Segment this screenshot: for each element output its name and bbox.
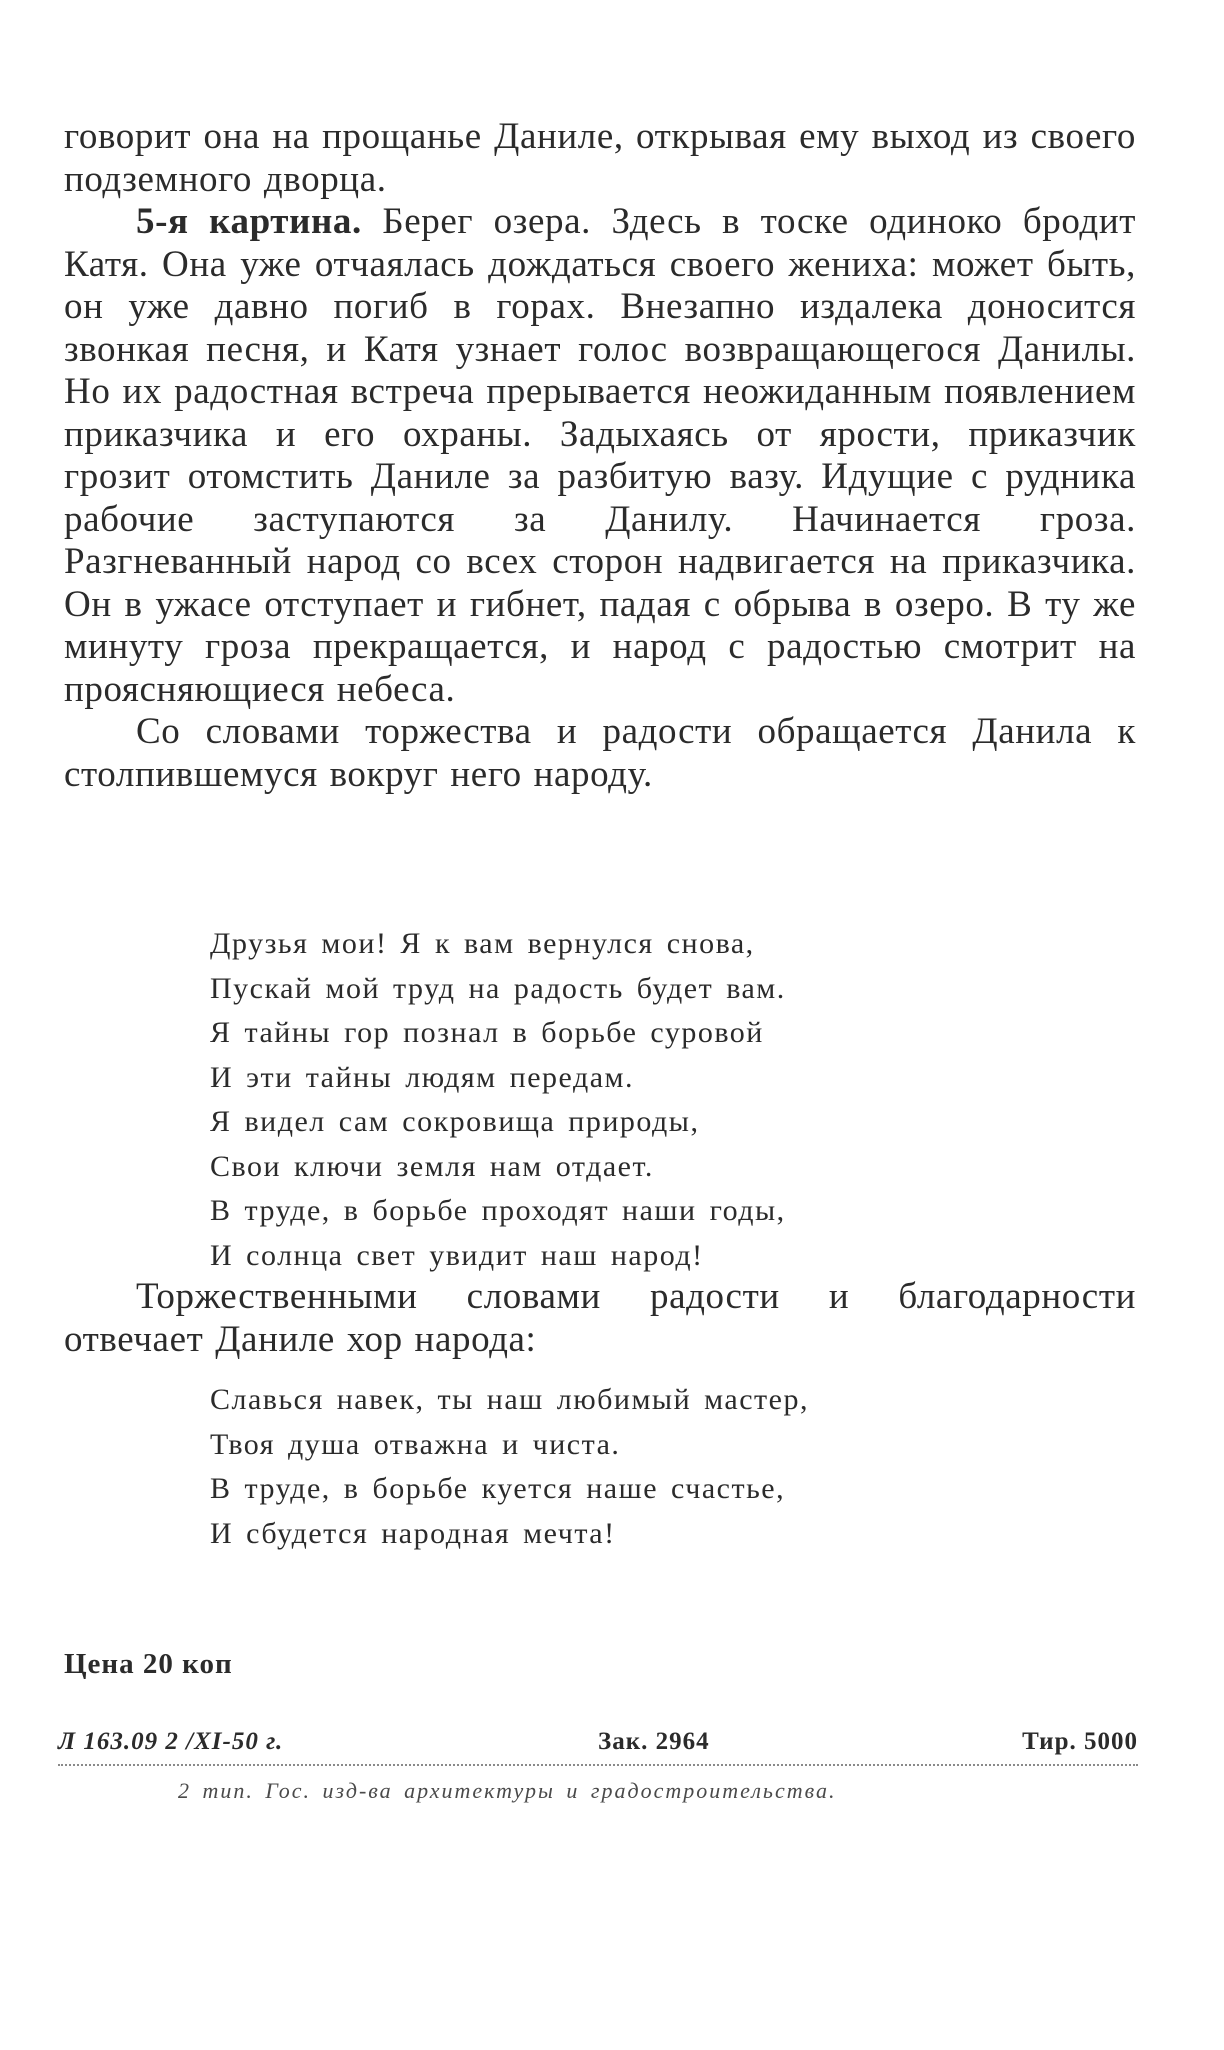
paragraph-3: Со словами торжества и радости обращается Данила к столпившемуся вокруг него народу. [64, 711, 1136, 795]
verse-line: Свои ключи земля нам отдает. [210, 1149, 654, 1183]
main-text-middle [64, 1276, 1136, 1361]
verse-line: В труде, в борьбе проходят наши годы, [210, 1194, 786, 1227]
scene-description: Берег озера. Здесь в тоске одиноко бродит Катя. Она уже отчаялась дождаться своего жениха: может быть, он уже давно погиб в горах. Внезапно издалека доносится звонкая песня, и Катя узнает голос возвращающегося Данилы. Но их радостная встреча прерывается неожиданным появлением приказчика и его охраны. Задыхаясь от ярости, приказчик грозит отомстить Даниле за разбитую вазу. Идущие с рудника рабочие заступаются за Данилу. Начинается гроза. Разгневанный народ со всех сторон надвигается на приказчика. Он в ужасе отступает и гибнет, падая с обрыва в озеро. В ту же минуту гроза прекращается, и народ с радостью смотрит на проясняющиеся небеса. [64, 201, 1137, 710]
paragraph-4: Торжественными словами радости и благодарности отвечает Даниле хор народа: [64, 1276, 1136, 1360]
verse-line: И эти тайны людям передам. [210, 1060, 635, 1094]
print-run: Тир. 5000 [1022, 1728, 1138, 1755]
imprint-code: Л 163.09 2 /XI-50 г. [58, 1728, 284, 1755]
printer-credit: 2 тип. Гос. изд-ва архитектуры и градостроительства. [178, 1778, 837, 1803]
scene-heading: 5-я картина. [136, 201, 362, 242]
verse-chorus [210, 1378, 809, 1556]
verse-line: И солнца свет увидит наш народ! [210, 1238, 704, 1272]
order-number: Зак. 2964 [598, 1728, 710, 1755]
price-label: Цена 20 коп [64, 1648, 233, 1680]
verse-danila [210, 922, 786, 1278]
main-text-top [64, 116, 1136, 796]
verse-line: В труде, в борьбе куется наше счастье, [210, 1472, 786, 1505]
imprint-divider [58, 1764, 1138, 1766]
verse-line: Твоя душа отважна и чиста. [210, 1427, 621, 1461]
verse-line: Пускай мой труд на радость будет вам. [210, 971, 786, 1005]
verse-line: Славься навек, ты наш любимый мастер, [210, 1383, 809, 1416]
paragraph-2 [64, 201, 1136, 711]
verse-line: Друзья мои! Я к вам вернулся снова, [210, 927, 755, 960]
verse-line: Я тайны гор познал в борьбе суровой [210, 1016, 764, 1049]
paragraph-1: говорит она на прощанье Даниле, открывая ему выход из своего подземного дворца. [64, 116, 1136, 200]
imprint-line [58, 1728, 1138, 1762]
verse-line: И сбудется народная мечта! [210, 1516, 616, 1550]
verse-line: Я видел сам сокровища природы, [210, 1105, 700, 1138]
